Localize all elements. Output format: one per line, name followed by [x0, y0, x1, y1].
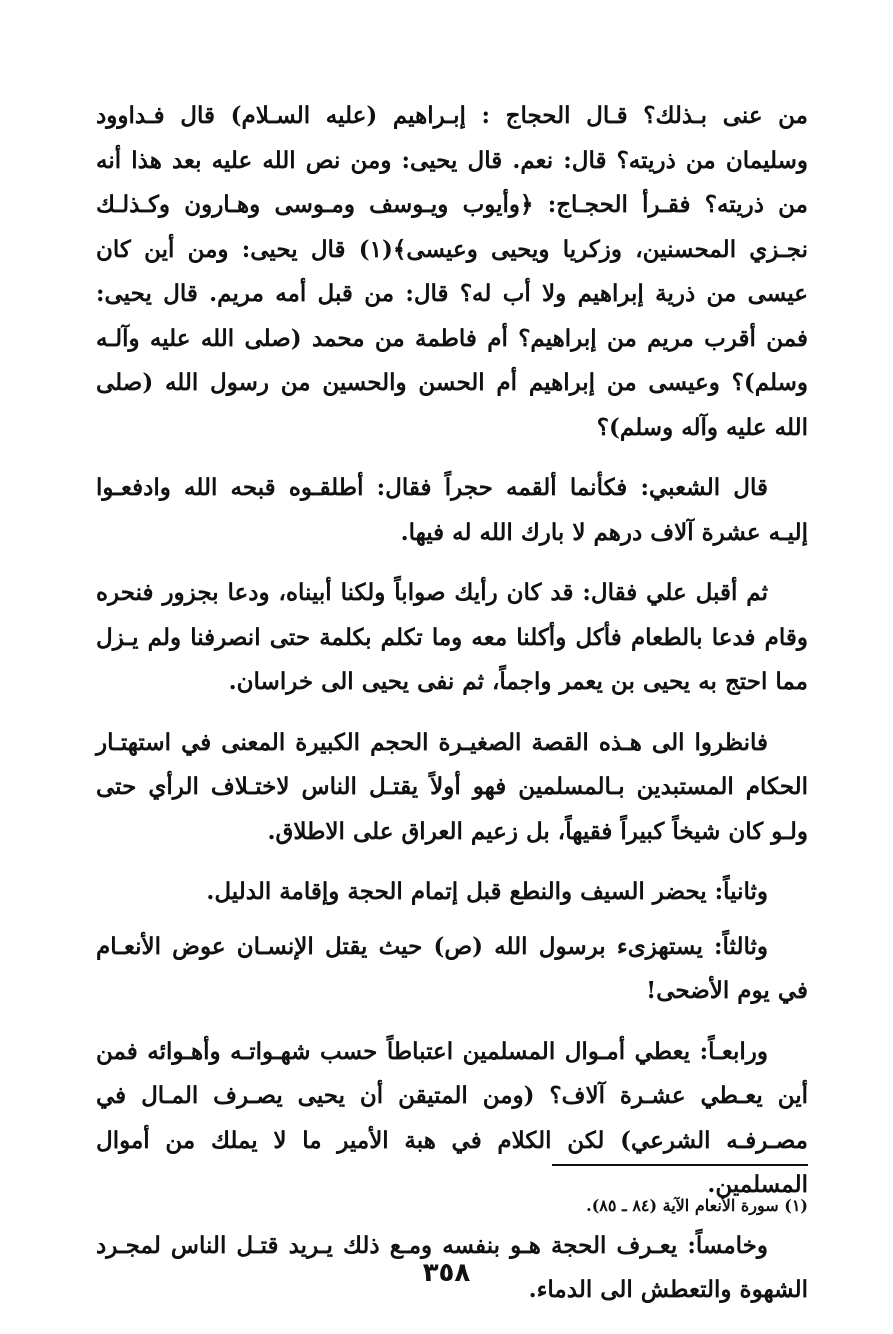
- paragraph-hajjaj-dialogue: من عنى بـذلك؟ قـال الحجاج : إبـراهيم (عليه السـلام) قال فـداوود وسليمان من ذريته؟ قال: نعم. قال يحيى: ومن نص الله عليه بعد هذا أنه من ذريته؟ فقـرأ الحجـاج: ﴿وأيوب ويـوسف ومـوسى وهـارون وكـذلـك نجـزي المحسنين، وزكريا ويحيى وعيسى﴾(١) قال يحيى: ومن أين كان عيسى من ذرية إبراهيم ولا أب له؟ قال: من قبل أمه مريم. قال يحيى: فمن أقرب مريم من إبراهيم؟ أم فاطمة من محمد (صلى الله عليه وآلـه وسلم)؟ وعيسى من إبراهيم أم الحسن والحسين من رسول الله (صلى الله عليه وآله وسلم)؟: [96, 102, 808, 441]
- paragraph-exile: ثم أقبل علي فقال: قد كان رأيك صواباً ولكنا أبيناه، ودعا بجزور فنحره وقام فدعا بالطعام فأكل وأكلنا معه وما تكلم بكلمة حتى انصرفنا ولم يـزل مما احتج به يحيى بن يعمر واجماً، ثم نفى يحيى الى خراسان.: [96, 579, 808, 695]
- footnote: (١) سورة الأنعام الآية (٨٤ ـ ٨٥).: [586, 1196, 808, 1215]
- paragraph-third: وثالثاً: يستهزىء برسول الله (ص) حيث يقتل الإنسـان عوض الأنعـام في يوم الأضحى!: [96, 932, 808, 1004]
- main-text: [96, 94, 808, 1329]
- paragraph-shaabi: قال الشعبي: فكأنما ألقمه حجراً فقال: أطلقـوه قبحه الله وادفعـوا إليـه عشرة آلاف درهم لا بارك الله له فيها.: [96, 474, 808, 546]
- page-number: ٣٥٨: [422, 1258, 471, 1288]
- paragraph-second: وثانياً: يحضر السيف والنطع قبل إتمام الحجة وإقامة الدليل.: [206, 878, 768, 905]
- paragraph-fifth: وخامساً: يعـرف الحجة هـو بنفسه ومـع ذلك يـريد قتـل الناس لمجـرد الشهوة والتعطش الى الدماء.: [96, 1231, 808, 1303]
- footnote-divider: [552, 1164, 808, 1166]
- paragraph-analysis: فانظروا الى هـذه القصة الصغيـرة الحجم الكبيرة المعنى في استهتـار الحكام المستبدين بـالمسلمين فهو أولاً يقتـل الناس لاختـلاف الرأي حتى ولـو كان شيخاً كبيراً فقيهاً، بل زعيم العراق على الاطلاق.: [96, 728, 808, 845]
- paragraph-fourth: ورابعـاً: يعطي أمـوال المسلمين اعتباطاً حسب شهـواتـه وأهـوائه فمن أين يعـطي عشـرة آلاف؟ (ومن المتيقن أن يحيى يصـرف المـال في مصـرفـه الشرعي) لكن الكلام في هبة الأمير ما لا يملك من أموال المسلمين.: [96, 1037, 808, 1198]
